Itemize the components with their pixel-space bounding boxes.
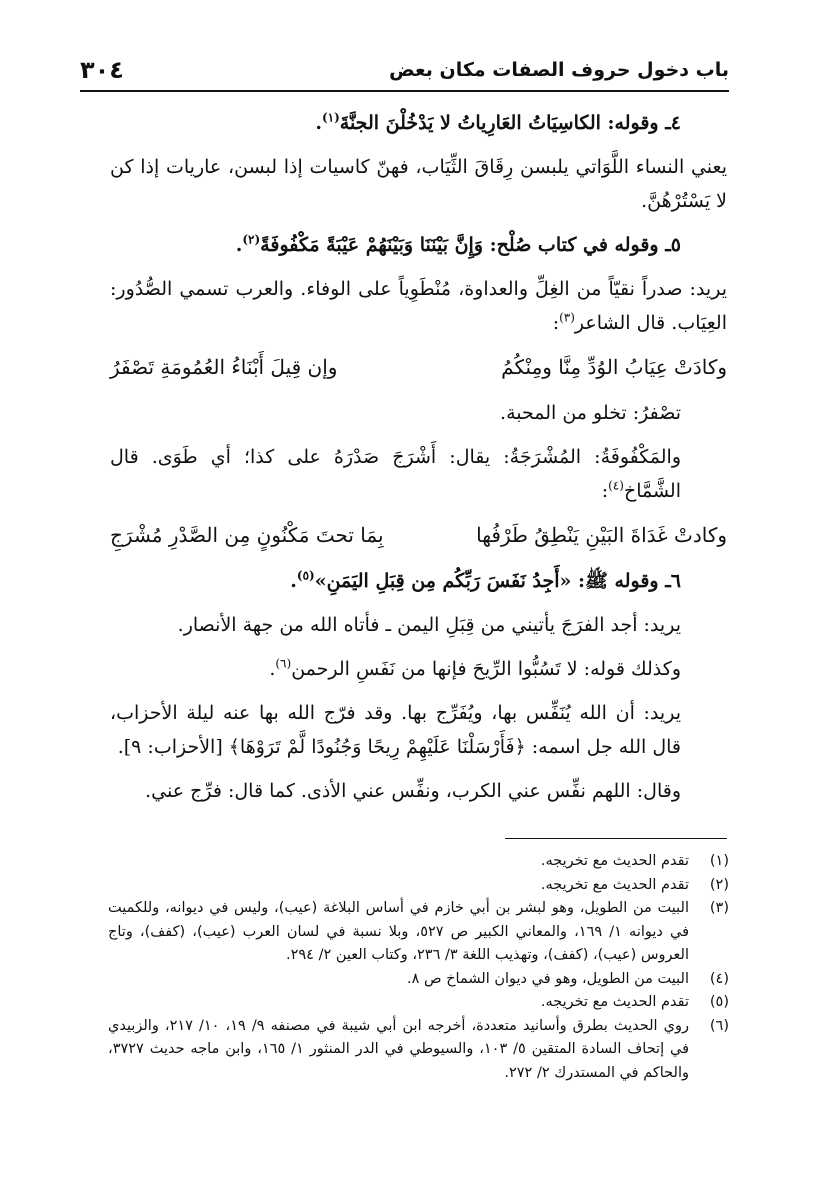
- explanation-paragraph: تصْفرُ: تخلو من المحبة.: [500, 402, 681, 424]
- poetry-verse: [110, 350, 727, 384]
- entry-6-heading: ٦ـ وقوله ﷺ: «أَجِدُ نَفَسَ رَبِّكُم مِن قِبَلِ اليَمَنِ»$^{(٥)}$.: [290, 568, 681, 592]
- footnote-item: [108, 897, 729, 968]
- main-text: [110, 106, 727, 818]
- poetry-verse: [110, 518, 727, 552]
- explanation-text: وكذلك قوله: لا تَسُبُّوا الرِّيحَ فإنها من نَفَسِ الرحمن: [291, 658, 681, 680]
- chapter-title: باب دخول حروف الصفات مكان بعض: [389, 59, 729, 81]
- footnote-ref-6: (٦): [275, 656, 292, 671]
- explanation-paragraph: يريد: صدراً نقيّاً من الغِلِّ والعداوة، مُنْطَوِياً على الوفاء. والعرب تسمي الصُّدُور: العِيَاب. قال الشاعر$^{(٣)}$:: [110, 278, 727, 334]
- explanation-paragraph: يريد: أجد الفرَجَ يأتيني من قِبَلِ اليمن ـ فأتاه الله من جهة الأنصار.: [177, 614, 681, 636]
- footnote-ref-2: (٢): [242, 232, 261, 247]
- footnote-number: (٦): [709, 1017, 729, 1034]
- footnote-number: (٤): [709, 970, 729, 987]
- explanation-paragraph: والمَكْفُوفَةُ: المُشْرَجَةُ: يقال: أَشْرَجَ صَدْرَهُ على كذا؛ أي طَوَى. قال الشَّمَّاخ$^{(٤)}$:: [110, 446, 681, 502]
- explanation-text: والمَكْفُوفَةُ: المُشْرَجَةُ: يقال: أَشْرَجَ صَدْرَهُ على كذا؛ أي طَوَى. قال الشَّمَّاخ: [110, 446, 681, 502]
- explanation-text: يريد: صدراً نقيّاً من الغِلِّ والعداوة، مُنْطَوِياً على الوفاء. والعرب تسمي الصُّدُور: العِيَاب. قال الشاعر: [110, 278, 727, 334]
- verse-second-hemistich: بِمَا تحتَ مَكْنُونٍ مِن الصَّدْرِ مُشْرَجِ: [110, 523, 384, 547]
- footnote-text: تقدم الحديث مع تخريجه.: [540, 853, 689, 869]
- footnote-ref-5: (٥): [296, 568, 315, 583]
- explanation-paragraph: يريد: أن الله يُنَفِّس بها، ويُفَرِّج بها. وقد فرّج الله بها عنه ليلة الأحزاب، قال الله جل اسمه: ﴿فَأَرْسَلْنَا عَلَيْهِمْ رِيحًا وَجُنُودًا لَّمْ تَرَوْهَا﴾ [الأحزاب: ٩].: [110, 702, 681, 758]
- entry-5-text: ٥ـ وقوله في كتاب صُلْح: وَإِنَّ بَيْنَنَا وَبَيْنَهُمْ عَيْبَةً مَكْفُوفَةً: [260, 234, 681, 256]
- footnote-text: تقدم الحديث مع تخريجه.: [540, 876, 689, 893]
- footnote-item: [108, 874, 729, 898]
- footnote-text: تقدم الحديث مع تخريجه.: [540, 994, 689, 1010]
- footnote-item: [108, 991, 729, 1015]
- footnote-item: [108, 850, 729, 874]
- entry-6-text: ٦ـ وقوله ﷺ: «أَجِدُ نَفَسَ رَبِّكُم مِن قِبَلِ اليَمَنِ»: [314, 570, 681, 592]
- footnote-ref-3: (٣): [559, 310, 575, 325]
- footnote-item: [108, 968, 729, 992]
- footnotes: [108, 850, 729, 1085]
- footnote-ref-1: (١): [321, 110, 340, 125]
- verse-second-hemistich: وإن قِيلَ أَبْنَاءُ العُمُومَةِ تَصْفَرُ: [110, 355, 338, 379]
- page-number: ٣٠٤: [80, 56, 124, 84]
- footnote-text: روي الحديث بطرق وأسانيد متعددة، أخرجه ابن أبي شيبة في مصنفه ٩/ ١٩، ١٠/ ٢١٧، والزبيدي في إتحاف السادة المتقين ٥/ ١٠٣، والسيوطي في الدر المنثور ١/ ١٦٥، وابن ماجه حديث ٣٧٢٧، والحاكم في المستدرك ٢/ ٢٧٢.: [108, 1017, 690, 1081]
- footnote-divider: [505, 838, 727, 839]
- explanation-paragraph: وقال: اللهم نفِّس عني الكرب، ونفِّس عني الأذى. كما قال: فرِّج عني.: [145, 780, 681, 802]
- footnote-number: (٢): [709, 876, 729, 893]
- verse-first-hemistich: وكادتْ غَدَاةَ البَيْنِ يَنْطِقُ طَرْفُها: [476, 523, 727, 547]
- entry-5-heading: ٥ـ وقوله في كتاب صُلْح: وَإِنَّ بَيْنَنَا وَبَيْنَهُمْ عَيْبَةً مَكْفُوفَةً$^{(٢)}$.: [235, 232, 681, 256]
- verse-first-hemistich: وكادَتْ عِيَابُ الوُدِّ مِنَّا ومِنْكُمُ: [501, 355, 727, 379]
- entry-4-text: ٤ـ وقوله: الكاسِيَاتُ العَارِياتُ لا يَدْخُلْنَ الجنَّةَ: [339, 112, 681, 134]
- explanation-paragraph: وكذلك قوله: لا تَسُبُّوا الرِّيحَ فإنها من نَفَسِ الرحمن$^{(٦)}$.: [269, 656, 681, 680]
- footnote-number: (١): [709, 853, 729, 869]
- footnote-text: البيت من الطويل، وهو في ديوان الشماخ ص ٨.: [407, 970, 689, 987]
- entry-4-heading: ٤ـ وقوله: الكاسِيَاتُ العَارِياتُ لا يَدْخُلْنَ الجنَّةَ$^{(١)}$.: [315, 110, 681, 134]
- footnote-text: البيت من الطويل، وهو لبشر بن أبي خازم في أساس البلاغة (عيب)، وليس في ديوانه، وللكميت في ديوانه ١/ ١٦٩، والمعاني الكبير ص ٥٢٧، وبلا نسبة في لسان العرب (عيب)، (كفف)، وتاج العروس (عيب)، (كفف)، وتهذيب اللغة ٣/ ٢٣٦، وكتاب العين ٢/ ٢٩٤.: [108, 900, 690, 963]
- footnote-ref-4: (٤): [608, 478, 624, 493]
- explanation-paragraph: يعني النساء اللَّوَاتي يلبسن رِقَاقَ الثِّيَاب، فهنّ كاسيات إذا لبسن، عاريات إذا كن لا يَسْتُرْهُنَّ.: [110, 156, 727, 212]
- footnote-number: (٣): [709, 900, 729, 916]
- page-header: [80, 50, 729, 92]
- footnote-item: [108, 1015, 729, 1086]
- footnote-number: (٥): [709, 994, 729, 1010]
